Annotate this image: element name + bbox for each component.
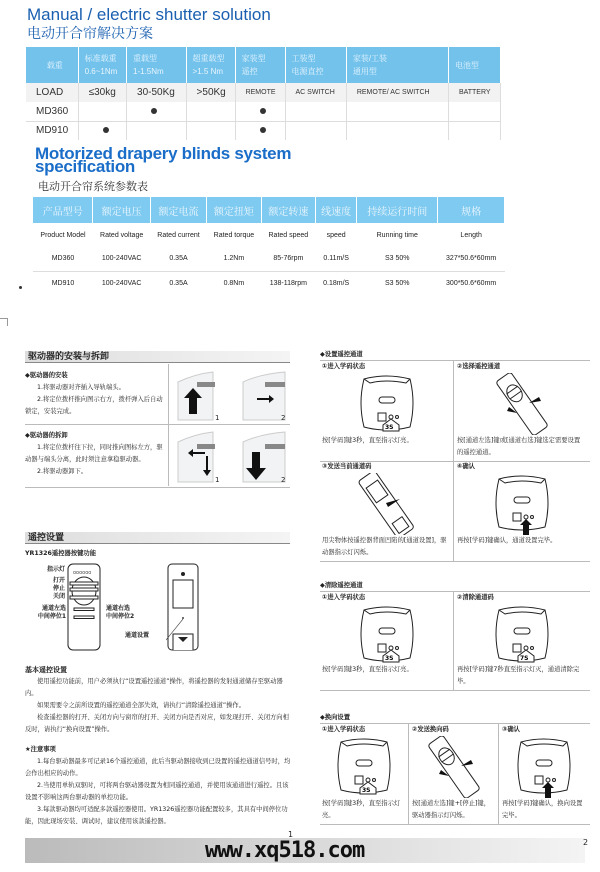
header-cell: 家装/工装 通用型 [346,47,448,83]
reverse-step [412,724,496,824]
remote-front-illustration [66,562,106,654]
install-section-header: 驱动器的安装与拆卸 [25,351,290,363]
label-channel-right: 通道右选 [106,605,131,612]
remote-illustration [423,736,485,798]
header-cell: 载重 [26,47,78,83]
set_channel-step [457,461,586,561]
solution-title-en: Manual / electric shutter solution [27,5,271,24]
header-en-cell: speed [326,231,346,239]
open-button [70,582,98,585]
remove-step-2: 2.将驱动器卸下。 [37,468,88,475]
table-row [26,121,501,140]
set_channel-step [322,361,451,461]
remote-subtitle: YR1326遥控器按键功能 [25,550,97,557]
spec-title-cn: 电动开合帘系统参数表 [38,180,148,193]
remote-section-header: 遥控设置 [25,532,290,544]
spec-cell: S3 50% [384,279,410,287]
load-cell: >50Kg [186,83,235,102]
arrow-icon [529,397,541,403]
solution-title-cn: 电动开合帘解决方案 [27,26,153,42]
spec-cell: 327*50.6*60mm [438,247,505,271]
crop-mark [0,318,8,326]
svg-text:2: 2 [281,476,286,484]
header-cell: 工装型 电源直控 [285,47,346,83]
clear_channel-title: ◆清除遥控通道 [320,582,363,589]
header-cell: 电池型 [448,47,500,83]
mark-cell [285,102,346,121]
set_channel-step [457,361,586,461]
step-text: 按[通道左选]键+[停止]键，驱动器指示灯闪烁。 [412,800,491,819]
install-remove-block [25,430,165,478]
mark-cell [346,121,448,140]
spec-table [33,197,505,295]
header-cell: 额定电压 [93,197,150,223]
mark-cell [285,121,346,140]
svg-text:1: 1 [215,414,220,422]
header-cell: 重载型 1-1.5Nm [127,47,187,83]
basic-title: 基本遥控设置 [25,666,67,674]
step-text: 按[学码]键3秒，直至指示灯亮。 [322,666,413,673]
dot-marker [151,108,157,114]
note-1: 1.每台驱动器最多可记录16个遥控通道，此后当驱动器接收到已设置的遥控通道信号时，均会作出相应的动作。 [25,758,291,777]
reverse-step [502,724,586,824]
spec-cell: 0.8Nm [223,279,245,287]
note-2: 2.当使用单轨双驱时，可将两台驱动器设置为相同遥控通道，并使用该通道进行遥控。且该设置不影响这两台驱动器的单控功能。 [25,782,289,801]
spec-cell: 100-240VAC [93,247,150,271]
table-row [33,271,505,295]
step-text: 按[通道左选]键或[通道右选]键选定需要设置的遥控通道。 [457,437,581,456]
bullet-dot [19,286,22,289]
spec-cell: 0.35A [150,247,206,271]
page-number-left: 1 [288,830,294,839]
header-en-cell: Rated voltage [100,231,144,239]
stop-button [70,588,98,591]
svg-text:3S: 3S [384,655,393,662]
basic-settings-block [25,664,293,828]
remote-illustration [491,373,553,435]
receiver-device-illustration [491,473,553,535]
spec-cell: 0.18m/S [323,279,350,287]
mount-step-2: 2.将定位拨杆推向图示右方，拨杆弹入后自动锁定，安装完成。 [25,396,163,415]
mark-cell [346,102,448,121]
page-number-right: 2 [583,838,589,847]
load-cell: LOAD [26,83,78,102]
install-mount-block [25,370,165,418]
svg-text:3S: 3S [362,787,371,794]
svg-text:7S: 7S [519,655,528,662]
header-cell: 线速度 [316,197,357,223]
label-indicator: 指示灯 [46,566,65,573]
close-button [70,596,98,599]
header-cell: 规格 [438,197,505,223]
solution-table [26,47,501,140]
header-en-cell: Rated torque [213,231,255,239]
dot-marker [260,127,266,133]
table-row [33,247,505,271]
spec-cell: 138-118rpm [269,279,307,287]
receiver-device-illustration [356,604,418,666]
table-header-row [26,47,501,83]
remove-step-1: 1.将定位拨杆往下拉，同时推向图标左方，驱动器与端头分离，此时须注意拿稳驱动器。 [25,444,163,463]
svg-text:3S: 3S [384,424,393,431]
basic-text-2: 如果需要令之前所设置的遥控通道全部失效，请执行“清除遥控通道”操作。 [37,702,246,709]
mark-cell [186,121,235,140]
header-cell: 额定扭矩 [207,197,261,223]
set_channel-title: ◆设置遥控通道 [320,351,363,358]
load-cell: AC SWITCH [285,83,346,102]
receiver-device-illustration [333,736,395,798]
basic-text-1: 使用遥控功能前，用户必须执行“设置遥控通道”操作，将遥控器的发射通道储存至驱动器内。 [25,678,283,697]
spec-cell: 0.11m/S [316,247,357,271]
spec-cell: 300*50.6*60mm [446,279,497,287]
spec-cell: 0.35A [169,279,188,287]
label-stop: 停止 [52,585,65,592]
reverse-title: ◆换向设置 [320,714,351,721]
step-text: 再按[学码]键7秒直至指示灯灭，通道清除完毕。 [457,666,580,685]
channel-set-hole [182,617,184,619]
spec-cell: 85-76rpm [261,247,315,271]
receiver-device-illustration [356,373,418,435]
load-cell: ≤30kg [78,83,126,102]
header-cell: 额定转速 [261,197,315,223]
receiver-device-illustration [491,604,553,666]
install-illustrations [175,368,290,486]
table-row [33,223,505,247]
step-title: ②清除通道码 [457,594,494,601]
svg-text:oooooo: oooooo [73,570,92,576]
spec-title-en: Motorized drapery blinds system specification [35,144,292,176]
remove-title: ◆驱动器的拆卸 [25,432,68,439]
clear_channel-step [457,592,586,690]
header-cell: 标准载重 0.6~1Nm [78,47,126,83]
header-cell: 额定电流 [150,197,206,223]
step-text: 再按[学码]键确认，换向设置完毕。 [502,800,583,819]
header-cell: 家装型 遥控 [235,47,285,83]
mark-cell [127,102,187,121]
step-text: 按[学码]键3秒，直至指示灯亮。 [322,800,401,819]
mount-step-1: 1.将驱动器对齐插入导轨端头。 [37,384,125,391]
mark-cell [235,121,285,140]
label-channel-set: 通道设置 [125,632,150,639]
set_channel-step [322,461,451,561]
dot-marker [260,108,266,114]
receiver-device-illustration [513,736,575,798]
label-mid-stop-2: 中间停位2 [106,613,135,620]
mark-cell [186,102,235,121]
footer-url[interactable]: www.xq518.com [205,838,365,863]
step-title: ①进入学码状态 [322,726,366,733]
step-title: ④确认 [457,463,475,470]
step-text: 按[学码]键3秒，直至指示灯亮。 [322,437,413,444]
remote-back-illustration [166,562,202,654]
clear_channel-step [322,592,451,690]
step-title: ②选择遥控通道 [457,363,501,370]
reverse-step [322,724,406,824]
load-cell: 30-50Kg [127,83,187,102]
label-open: 打开 [52,577,65,584]
step-text: 再按[学码]键确认，通道设置完毕。 [457,537,557,544]
mark-cell [78,121,126,140]
header-cell: 产品型号 [33,197,93,223]
step-title: ③发送当前通道码 [322,463,372,470]
header-cell: 持续运行时间 [357,197,438,223]
mark-cell [78,102,126,121]
header-en-cell: Length [460,231,482,239]
arrow-icon [461,760,473,766]
spec-cell: 100-240VAC [101,279,142,287]
load-cell: BATTERY [448,83,500,102]
header-cell: 超重载型 >1.5 Nm [186,47,235,83]
spec-cell: 1.2Nm [207,247,261,271]
svg-text:1: 1 [215,476,220,484]
table-row [26,102,501,121]
load-cell: REMOTE [235,83,285,102]
mark-cell [235,102,285,121]
basic-text-3: 检查遥控器的打开、关闭方向与窗帘的打开、关闭方向是否对应，如发现打开、关闭方向相反时，请执行“换向设置”操作。 [25,714,289,733]
table-header-row [33,197,505,223]
model-cell: MD360 [26,102,78,121]
mount-title: ◆驱动器的安装 [25,372,68,379]
mark-cell [127,121,187,140]
step-title: ①进入学码状态 [322,594,366,601]
spec-cell: MD360 [33,247,93,271]
mark-cell [448,102,500,121]
header-en-cell: Rated speed [268,231,309,239]
label-close: 关闭 [52,593,65,600]
label-channel-left: 通道左选 [41,605,66,612]
model-cell: MD910 [26,121,78,140]
step-text: 用尖物体按遥控器背面凹陷的[通道设置]，驱动器指示灯闪烁。 [322,537,447,556]
label-mid-stop-1: 中间停位1 [37,613,66,620]
step-title: ②发送换向码 [412,726,449,733]
load-cell: REMOTE/ AC SWITCH [346,83,448,102]
notes-title: ★注意事项 [25,746,56,753]
step-title: ③确认 [502,726,520,733]
table-row [26,83,501,102]
header-en-cell: Rated current [157,231,200,239]
header-en-cell: Product Model [40,231,86,239]
note-3: 3.每款驱动器均可适配多款遥控器使用。YR1326遥控器功能配置较多，其具有中间停位功能，因此现场安装、调试时，建议使用该款遥控器。 [25,806,288,825]
spec-cell: MD910 [51,279,75,287]
svg-text:2: 2 [281,414,286,422]
spec-cell: S3 50% [357,247,438,271]
step-title: ①进入学码状态 [322,363,366,370]
dot-marker [103,127,109,133]
remote-back-illustration [356,473,418,535]
header-en-cell: Running time [376,231,418,239]
mark-cell [448,121,500,140]
